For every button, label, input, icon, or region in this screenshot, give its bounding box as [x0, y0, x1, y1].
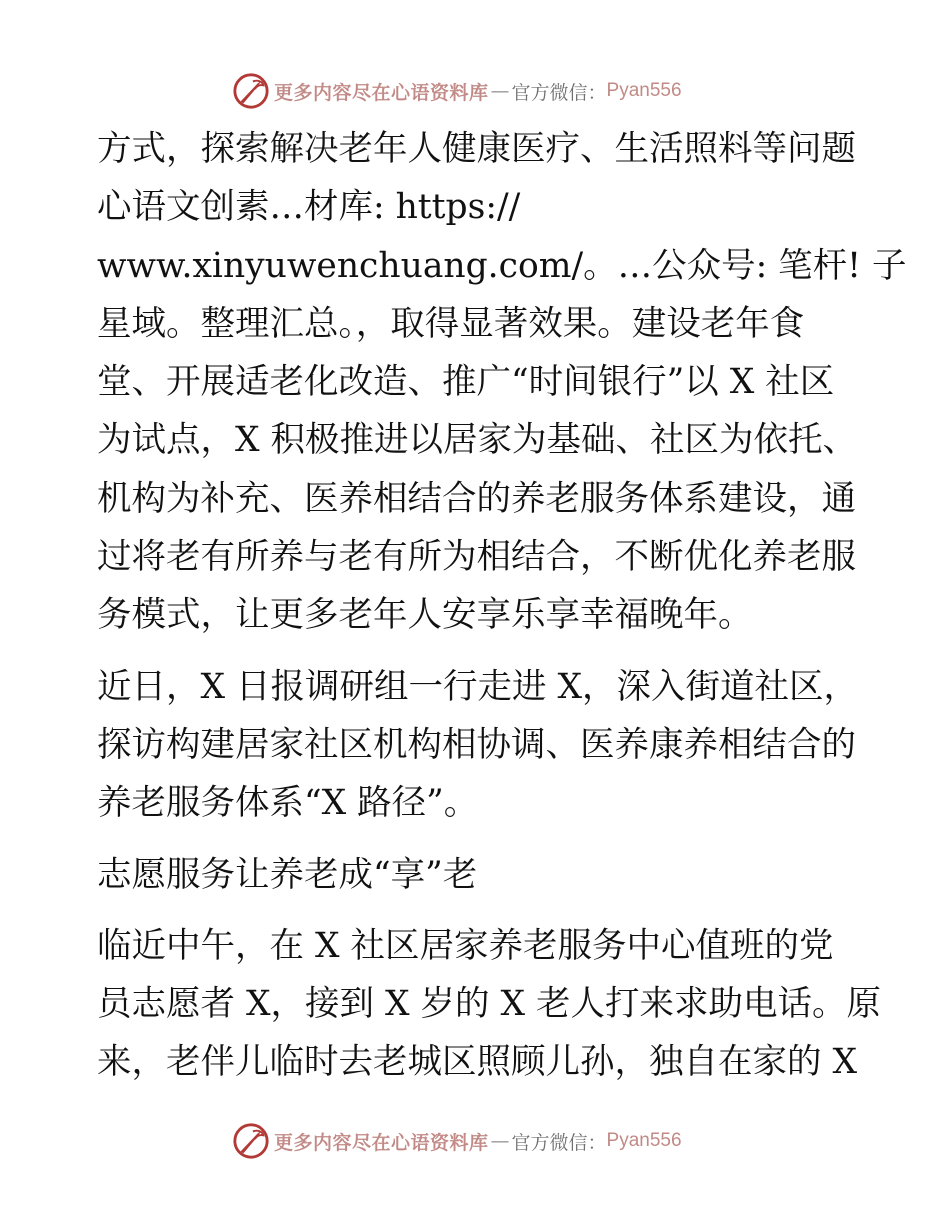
paragraph-1 [97, 120, 907, 645]
paragraph-3 [97, 917, 882, 1092]
quill-pen-logo-icon [232, 72, 270, 110]
heading-text: 志愿服务让养老成“享”老 [97, 854, 478, 895]
paragraph-2 [97, 658, 857, 833]
text-line: 过将老有所养与老有所为相结合，不断优化养老服 [97, 537, 856, 578]
banner-separator: — [490, 1130, 510, 1152]
text-line: 来，老伴儿临时去老城区照顾儿孙，独自在家的 X [97, 1042, 858, 1083]
text-line: 近日，X 日报调研组一行走进 X，深入街道社区， [97, 666, 859, 707]
text-line: www.xinyuwenchuang.com/。…公众号: 笔杆! 子 [97, 245, 907, 286]
text-line: 心语文创素…材库: https:// [97, 187, 521, 228]
text-line: 探访构建居家社区机构相协调、医养康养相结合的 [97, 724, 856, 765]
banner-separator: — [490, 80, 510, 102]
text-line: 方式，探索解决老年人健康医疗、生活照料等问题 [97, 129, 856, 169]
text-line: 务模式，让更多老年人安享乐享幸福晚年。 [97, 595, 753, 636]
header-banner [232, 71, 682, 111]
document-body [97, 120, 907, 1092]
text-line: 机构为补充、医养相结合的养老服务体系建设，通 [97, 478, 856, 519]
banner-wechat-handle: Pyan556 [606, 80, 682, 101]
banner-wechat-handle: Pyan556 [606, 1130, 682, 1151]
text-line: 星域。整理汇总。，取得显著效果。建设老年食 [97, 303, 805, 344]
banner-title: 更多内容尽在心语资料库 [274, 1131, 489, 1154]
text-line: 养老服务体系“X 路径”。 [97, 783, 479, 824]
banner-title: 更多内容尽在心语资料库 [274, 81, 489, 104]
text-line: 员志愿者 X，接到 X 岁的 X 老人打来求助电话。原 [97, 984, 882, 1025]
section-heading [97, 846, 857, 904]
quill-pen-logo-icon [232, 1122, 270, 1160]
text-line: 为试点，X 积极推进以居家为基础、社区为依托、 [97, 420, 858, 461]
footer-banner [232, 1121, 682, 1161]
text-line: 临近中午，在 X 社区居家养老服务中心值班的党 [97, 925, 834, 966]
text-line: 堂、开展适老化改造、推广“时间银行”以 X 社区 [97, 362, 835, 403]
banner-wechat-label: 官方微信： [511, 81, 607, 104]
banner-wechat-label: 官方微信： [511, 1131, 607, 1154]
